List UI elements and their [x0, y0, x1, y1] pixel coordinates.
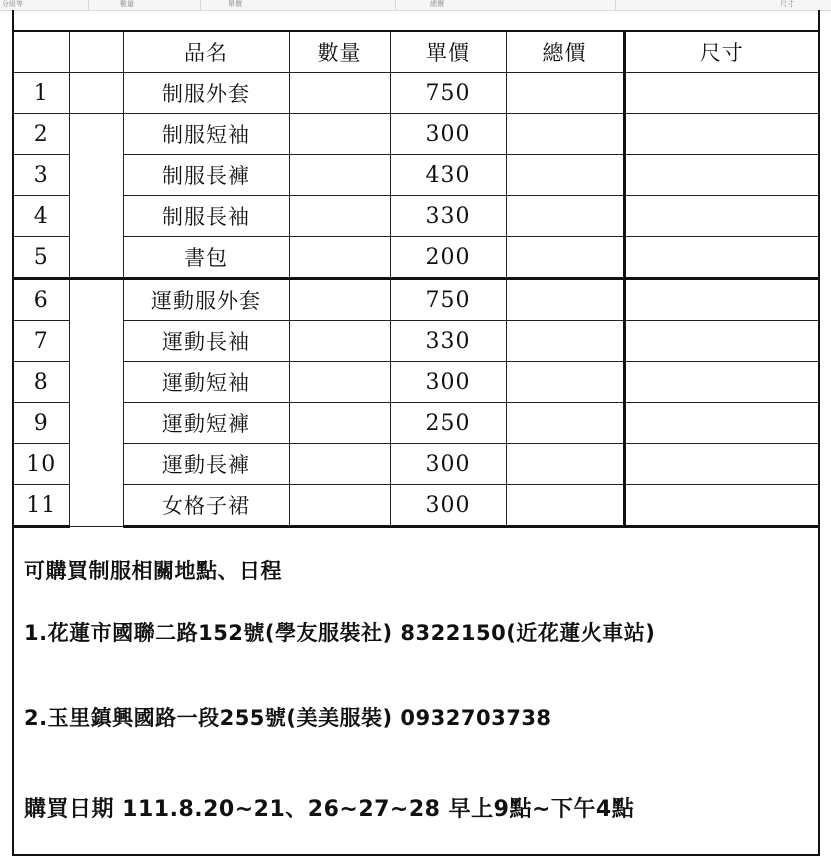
unit-price: 430 — [390, 155, 506, 196]
total-price-cell[interactable] — [506, 321, 624, 362]
item-name: 運動短褲 — [123, 403, 289, 444]
table-row — [14, 237, 818, 279]
header-no — [14, 32, 69, 73]
item-name: 書包 — [123, 237, 289, 279]
quantity-cell[interactable] — [289, 403, 390, 444]
row-number: 3 — [14, 155, 69, 196]
row-number: 10 — [14, 444, 69, 485]
header-total-price: 總價 — [506, 32, 624, 73]
item-name: 運動服外套 — [123, 279, 289, 321]
header-quantity: 數量 — [289, 32, 390, 73]
total-price-cell[interactable] — [506, 73, 624, 114]
sheet-left-edge — [12, 10, 14, 32]
table-row — [14, 114, 818, 155]
uniform-group-cell — [69, 114, 123, 279]
unit-price: 300 — [390, 485, 506, 527]
row-number: 7 — [14, 321, 69, 362]
total-price-cell[interactable] — [506, 362, 624, 403]
size-cell[interactable] — [624, 362, 818, 403]
unit-price: 750 — [390, 279, 506, 321]
row-number: 1 — [14, 73, 69, 114]
item-name: 運動長袖 — [123, 321, 289, 362]
row-number: 4 — [14, 196, 69, 237]
total-price-cell[interactable] — [506, 279, 624, 321]
table-row — [14, 362, 818, 403]
purchase-info-section — [14, 527, 818, 856]
item-name: 運動長褲 — [123, 444, 289, 485]
total-price-cell[interactable] — [506, 485, 624, 527]
table-row — [14, 73, 818, 114]
total-price-cell[interactable] — [506, 114, 624, 155]
purchase-location-2: 2.玉里鎮興國路一段255號(美美服裝) 0932703738 — [24, 706, 552, 730]
unit-price: 330 — [390, 196, 506, 237]
header-item-name: 品名 — [123, 32, 289, 73]
quantity-cell[interactable] — [289, 237, 390, 279]
group-cell — [69, 73, 123, 114]
size-cell[interactable] — [624, 73, 818, 114]
size-cell[interactable] — [624, 114, 818, 155]
quantity-cell[interactable] — [289, 196, 390, 237]
row-number: 9 — [14, 403, 69, 444]
header-strip-cell: 總價 — [430, 0, 444, 8]
header-unit-price: 單價 — [390, 32, 506, 73]
unit-price: 250 — [390, 403, 506, 444]
table-row — [14, 444, 818, 485]
purchase-dates: 購買日期 111.8.20~21、26~27~28 早上9點~下午4點 — [24, 797, 635, 822]
item-name: 運動短袖 — [123, 362, 289, 403]
item-name: 制服外套 — [123, 73, 289, 114]
unit-price: 200 — [390, 237, 506, 279]
header-strip-cell: 數量 — [120, 0, 134, 8]
row-number: 11 — [14, 485, 69, 527]
table-row — [14, 403, 818, 444]
sportswear-group-cell — [69, 279, 123, 527]
row-number: 6 — [14, 279, 69, 321]
unit-price: 750 — [390, 73, 506, 114]
size-cell[interactable] — [624, 403, 818, 444]
header-group — [69, 32, 123, 73]
table-row — [14, 196, 818, 237]
total-price-cell[interactable] — [506, 444, 624, 485]
total-price-cell[interactable] — [506, 196, 624, 237]
quantity-cell[interactable] — [289, 279, 390, 321]
row-number: 8 — [14, 362, 69, 403]
unit-price: 300 — [390, 444, 506, 485]
total-price-cell[interactable] — [506, 155, 624, 196]
quantity-cell[interactable] — [289, 444, 390, 485]
header-strip-cell: 單價 — [228, 0, 242, 8]
quantity-cell[interactable] — [289, 73, 390, 114]
item-name: 制服長袖 — [123, 196, 289, 237]
total-price-cell[interactable] — [506, 403, 624, 444]
spreadsheet-header-strip — [0, 0, 831, 11]
purchase-info-heading: 可購買制服相關地點、日程 — [24, 559, 282, 583]
size-cell[interactable] — [624, 279, 818, 321]
size-cell[interactable] — [624, 196, 818, 237]
quantity-cell[interactable] — [289, 321, 390, 362]
row-number: 5 — [14, 237, 69, 279]
header-strip-cell: 分組等 — [2, 0, 23, 8]
table-header-row — [14, 32, 818, 73]
header-strip-cell: 尺寸 — [780, 0, 794, 8]
quantity-cell[interactable] — [289, 114, 390, 155]
header-size: 尺寸 — [624, 32, 818, 73]
size-cell[interactable] — [624, 237, 818, 279]
table-row — [14, 321, 818, 362]
total-price-cell[interactable] — [506, 237, 624, 279]
size-cell[interactable] — [624, 485, 818, 527]
item-name: 女格子裙 — [123, 485, 289, 527]
order-form — [12, 30, 820, 856]
uniform-price-table — [14, 32, 818, 528]
quantity-cell[interactable] — [289, 362, 390, 403]
table-row — [14, 155, 818, 196]
unit-price: 330 — [390, 321, 506, 362]
unit-price: 300 — [390, 114, 506, 155]
size-cell[interactable] — [624, 321, 818, 362]
row-number: 2 — [14, 114, 69, 155]
quantity-cell[interactable] — [289, 155, 390, 196]
item-name: 制服長褲 — [123, 155, 289, 196]
purchase-location-1: 1.花蓮市國聯二路152號(學友服裝社) 8322150(近花蓮火車站) — [24, 621, 656, 645]
sheet-right-edge — [818, 10, 820, 32]
unit-price: 300 — [390, 362, 506, 403]
item-name: 制服短袖 — [123, 114, 289, 155]
table-row — [14, 485, 818, 527]
table-row — [14, 279, 818, 321]
quantity-cell[interactable] — [289, 485, 390, 527]
size-cell[interactable] — [624, 155, 818, 196]
size-cell[interactable] — [624, 444, 818, 485]
